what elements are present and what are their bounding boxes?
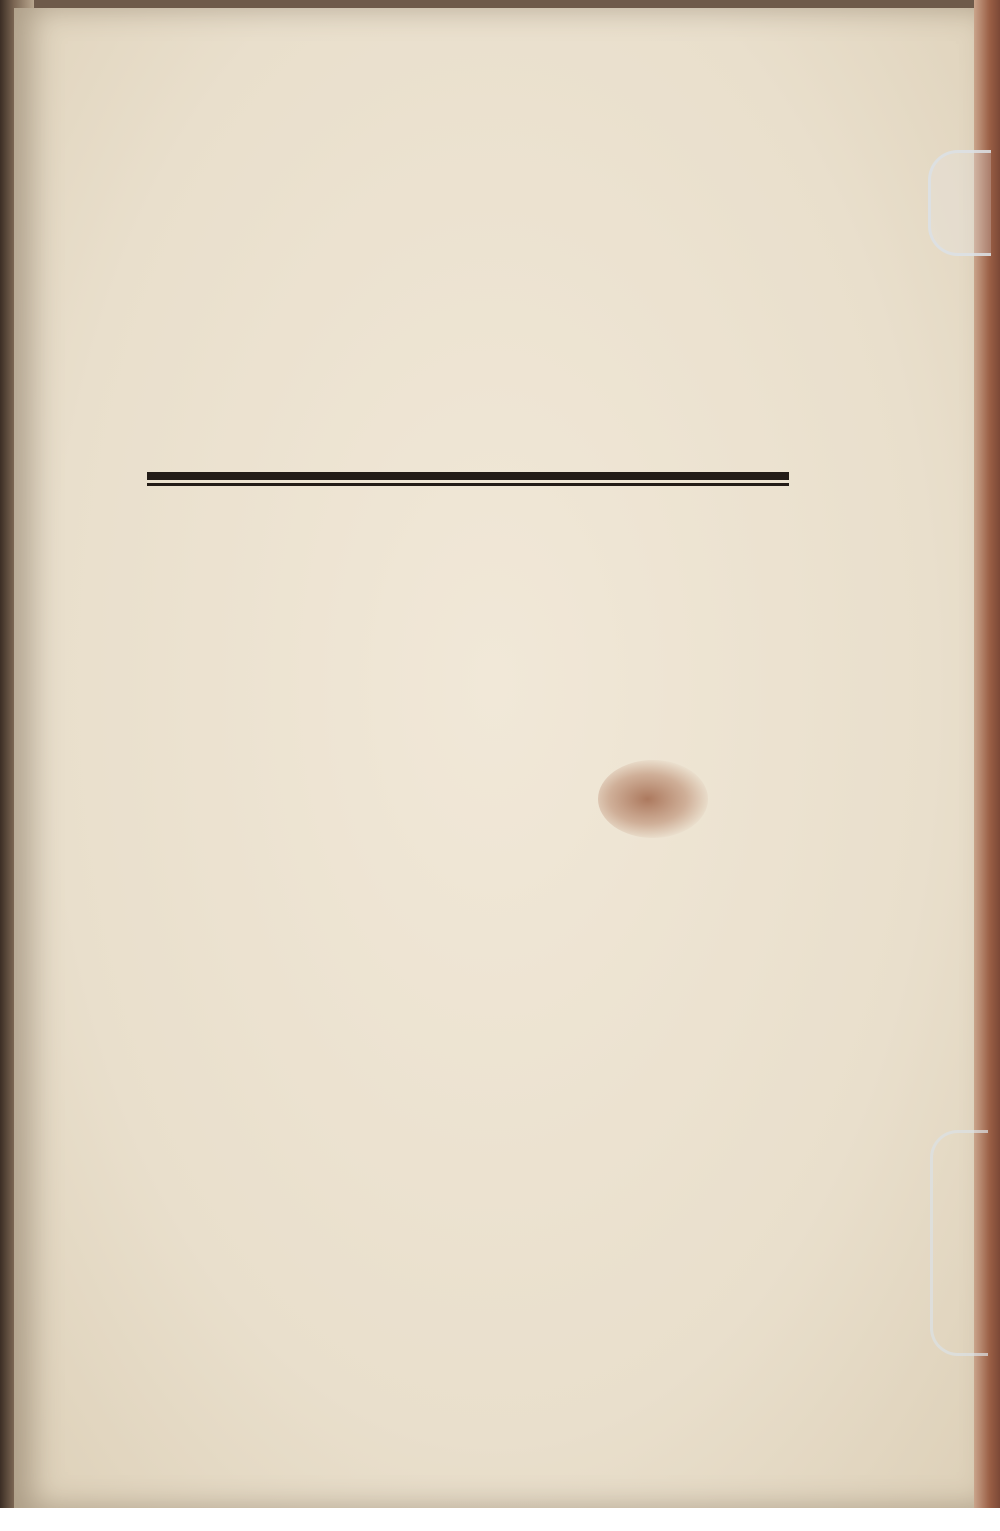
rule-thick (147, 472, 789, 480)
verse-line-first (225, 716, 227, 752)
digitization-footer (0, 1508, 1000, 1531)
running-head (0, 130, 1000, 170)
double-rule (147, 472, 789, 488)
book-page (14, 8, 974, 1508)
rule-thin (147, 483, 789, 486)
paper-stain (598, 760, 708, 838)
epistle-verse (225, 716, 227, 752)
page-clip-lower (930, 1130, 988, 1356)
